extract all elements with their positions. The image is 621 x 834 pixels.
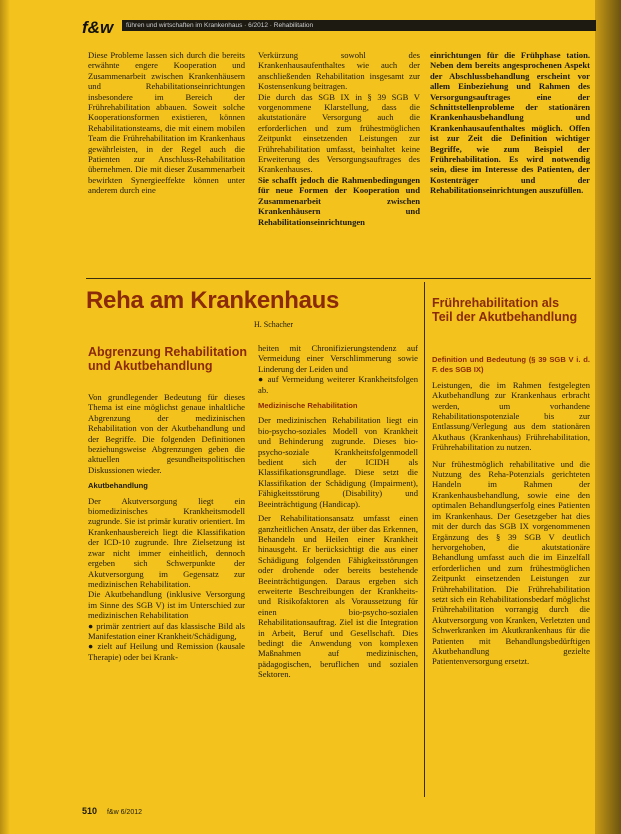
book-spine-shadow — [595, 0, 621, 834]
article-title: Reha am Krankenhaus — [86, 287, 340, 314]
section1-body: Der Akutversorgung liegt ein biomedizinisches Krankheitsmodell zugrunde. Sie ist primär kurativ orientiert. Im Krankenhausbereich liegt die Klassifikation der ICD-10 zugrunde. Ihre Zielsetzung ist zwar nicht immer einheitlich, dennoch ergeben sich Schwerpunkte der Akutversorgung im Gegensatz zur medizinischen Rehabilitation. Die Akutbehandlung (inklusive Versorgung im Sinne des SGB V) ist im Unterschied zur medizinischen Rehabilitation — [88, 495, 245, 621]
article-author: H. Schacher — [254, 320, 294, 329]
section2-body-2: Der Rehabilitationsansatz umfasst einen ganzheitlichen Ansatz, der über das Erkennen, Behandeln und Heilen einer Krankheit hinausgeht. Er berücksichtigt die aus einer Schädigung folgenden Fähigkeitsstörungen oder drohende oder bereits bestehende Beeinträchtigungen. Daraus ergeben sich erweiterte Beschreibungen der Krankheits- und Risikofaktoren als Voraussetzung für einen bio-psycho-sozialen Rehabilitationsauftrag. Ziel ist die Integration in Arbeit, Beruf und Gesellschaft. Dies bedingt die Anwendung von komplexen Maßnahmen auf medizinischen, pädagogischen, beruflichen und sozialen Sektoren. — [258, 513, 418, 680]
bullet-item: ● auf Vermeidung weiterer Krankheitsfolgen ab. — [258, 374, 418, 395]
page-footer — [82, 806, 142, 816]
top-col3-bold-text: einrichtungen für die Frühphase tation. Neben dem bereits angesprochenen Aspekt der Abschlussbehandlung erscheint vor allem Einbeziehung und Rahmen des Versorgungsauftrages eine der Schnittstellenprobleme der stationären Krankenhausbehandlung und Krankenhausaufenthaltes möglich. Offen ist zur Zeit die Definition wichtiger Begriffe, wie zum Beispiel der Frührehabilitation. Es wird notwendig sein, diese im Interesse des Patienten, der Kostenträger und der Rehabilitationseinrichtungen auszufüllen. — [430, 50, 590, 196]
running-header: führen und wirtschaften im Krankenhaus · 6/2012 · Rehabilitation — [122, 20, 596, 31]
bullet-item: ● zielt auf Heilung und Remission (kausale Therapie) oder bei Krank- — [88, 641, 245, 662]
top-col1-text: Diese Probleme lassen sich durch die bereits erwähnte engere Kooperation und Zusammenarbeit zwischen Krankenhäusern und Rehabilitationseinrichtungen insbesondere im Bereich der Frührehabilitation abbauen. Soweit solche Kooperationsformen existieren, können Rehabilitationsteams, die mit einem mobilen Team die Frührehabilitation im Krankenhaus gewährleisten, in der Regel auch die Patienten zur Anschluss-Rehabilitation übernehmen. Die mit dieser Zusammenarbeit bewirkten Synergieeffekte können unter anderem durch eine — [88, 50, 245, 196]
page-number: 510 — [82, 806, 98, 816]
section3-body-2: Nur frühestmöglich rehabilitative und die Nutzung des Reha-Potenzials gerichteten Handeln im Rahmen der Krankenhausbehandlung, sowie eine den optimalen Behandlungserfolg eines Patienten im Krankenhaus. Der Gesetzgeber hat dies mit der durch das SGB IX vorgenommenen Ergänzung des § 39 SGB V deutlich hervorgehoben, die akutstationäre Behandlung umfasst auch die im Einzelfall erforderlichen und zum frühestmöglichen Zeitpunkt einsetzenden Leistungen zur Frührehabilitation. Die Frührehabilitation setzt sich ein Rehabilitationsbedarf möglichst Frührehabilitation vorrangig durch die Akutversorgung von Kranken, Verletzten und Schwerkranken im Akutkrankenhaus für die Patienten mit Behandlungsbedürftigen Akutbehandlung gezielte Patientenversorgung ersetzt. — [432, 458, 590, 667]
journal-name: f&w 6/2012 — [106, 809, 143, 816]
column-divider — [424, 282, 425, 797]
section1-intro: Von grundlegender Bedeutung für dieses Thema ist eine möglichst genaue inhaltliche Abgrenzung der medizinischen Rehabilitation von der Akutbehandlung und der Begriffe. Die folgenden Definitionen beziehungsweise Abgrenzungen geben die aktuellen gesundheitspolitischen Diskussionen wieder. — [88, 392, 245, 475]
bullet-item: ● primär zentriert auf das klassische Bild als Manifestation einer Krankheit/Schädigung, — [88, 620, 245, 641]
subheading-medizinische-rehabilitation: Medizinische Rehabilitation — [258, 401, 358, 411]
top-col2-text: Verkürzung sowohl des Krankenhausaufenthaltes wie auch der anschließenden Rehabilitation insgesamt zur Kostensenkung beitragen. Die durch das SGB IX in § 39 SGB V vorgenommene Klarstellung, dass die akutstationäre Versorgung auch die erforderlichen und zum frühestmöglichen Zeitpunkt einsetzenden Leistungen zur Frührehabilitation umfasst, beinhaltet keine Erweiterung des Versorgungsauftrages des Krankenhauses. — [258, 50, 420, 175]
top-column-1 — [88, 50, 245, 196]
subheading-definition: Definition und Bedeutung (§ 39 SGB V i. d. F. des SGB IX) — [432, 355, 590, 375]
section1-column — [88, 392, 245, 662]
section-heading-fruehrehabilitation: Frührehabilitation als Teil der Akutbehandlung — [432, 296, 578, 324]
top-column-2 — [258, 50, 420, 227]
page-header — [82, 18, 587, 40]
section2-continuation: heiten mit Chronifizierungstendenz auf Vermeidung einer Verschlimmerung sowie Linderung der Leiden und — [258, 343, 418, 374]
section2-column — [258, 343, 418, 680]
page-edge-shadow — [0, 0, 10, 834]
journal-logo: f&w — [82, 18, 114, 37]
top-col2-bold-text: Sie schafft jedoch die Rahmenbedingungen für neue Formen der Kooperation und Zusammenarbeit zwischen Krankenhäusern und Rehabilitationseinrichtungen — [258, 174, 420, 227]
section-heading-abgrenzung: Abgrenzung Rehabilitation und Akutbehandlung — [88, 345, 248, 373]
section2-body: Der medizinischen Rehabilitation liegt ein bio-psycho-soziales Modell von Krankheit und Behinderung zugrunde. Dieses bio-psycho-soziale Krankheitsfolgenmodell bedient sich der ICIDH als Klassifikationsgrundlage. Diese setzt die Klassifikation der Schädigung (Impairment), Fähigkeitsstörung (Disability) und Beeinträchtigung (Handicap). — [258, 415, 418, 509]
section3-column — [432, 355, 590, 667]
top-divider — [86, 278, 591, 279]
top-column-3 — [430, 50, 590, 196]
subheading-akutbehandlung: Akutbehandlung — [88, 481, 148, 491]
section3-body: Leistungen, die im Rahmen festgelegten Akutbehandlung zur Krankenhaus erbracht werden, um vorhandene Rehabilitationspotenziale bis zur Entlassung/Verlegung aus dem stationären Akuthaus (Krankenhaus) Frührehabilitation, Frührehabilitation zu nutzen. — [432, 379, 590, 453]
